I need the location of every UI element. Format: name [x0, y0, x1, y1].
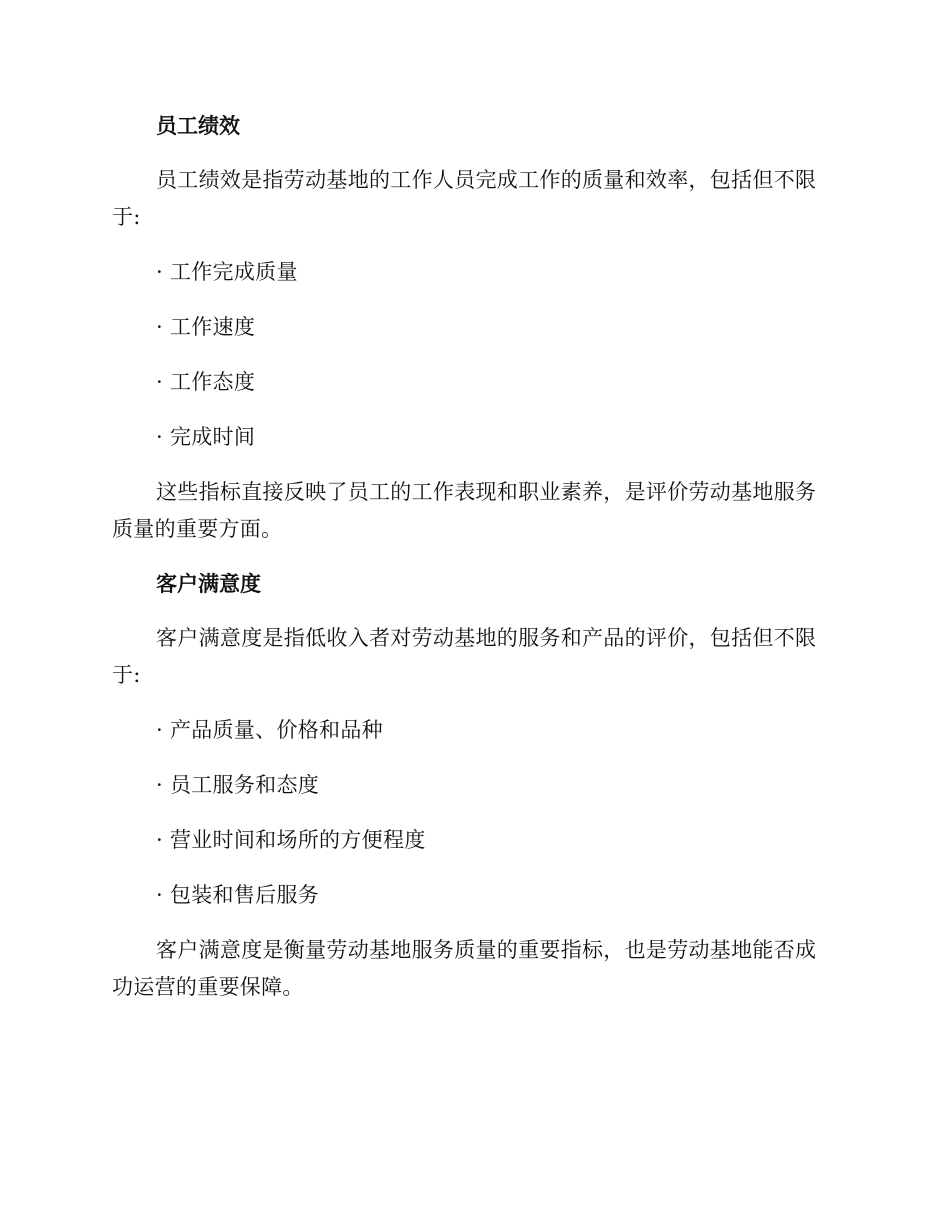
paragraph-customer-satisfaction-intro: 客户满意度是指低收入者对劳动基地的服务和产品的评价，包括但不限于: — [112, 626, 817, 687]
list-item: · 工作速度 — [156, 315, 256, 339]
document-body — [112, 108, 832, 1024]
list-item: · 完成时间 — [156, 425, 256, 449]
paragraph-customer-satisfaction-summary: 客户满意度是衡量劳动基地服务质量的重要指标，也是劳动基地能否成功运营的重要保障。 — [112, 938, 817, 999]
list-item: · 工作态度 — [156, 370, 256, 394]
section-heading-employee-performance: 员工绩效 — [156, 114, 240, 138]
list-item: · 工作完成质量 — [156, 260, 298, 284]
paragraph-employee-performance-intro: 员工绩效是指劳动基地的工作人员完成工作的质量和效率，包括但不限于: — [112, 168, 817, 229]
paragraph-employee-performance-summary: 这些指标直接反映了员工的工作表现和职业素养，是评价劳动基地服务质量的重要方面。 — [112, 480, 817, 541]
list-item: · 营业时间和场所的方便程度 — [156, 828, 426, 852]
section-heading-customer-satisfaction: 客户满意度 — [156, 572, 261, 596]
list-item: · 包装和售后服务 — [156, 883, 320, 907]
list-item: · 员工服务和态度 — [156, 773, 320, 797]
list-item: · 产品质量、价格和品种 — [156, 718, 383, 742]
